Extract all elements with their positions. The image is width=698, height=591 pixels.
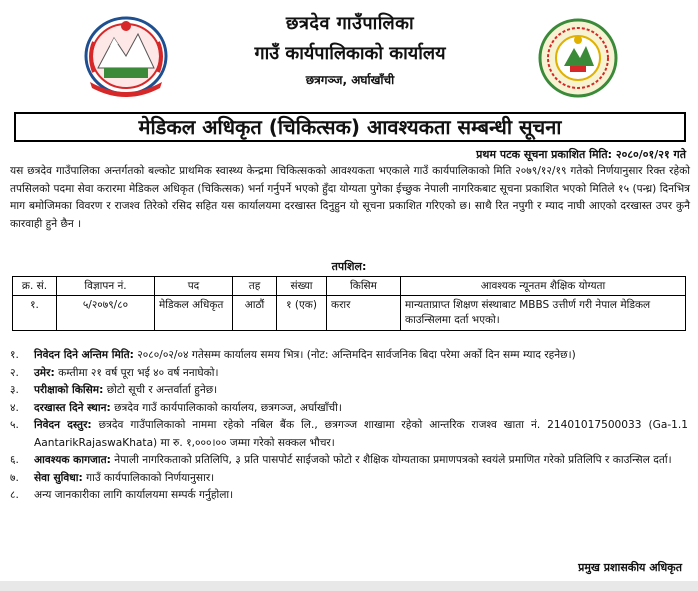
list-item-text: नेपाली नागरिकताको प्रतिलिपि, ३ प्रति पासपोर्ट साईजको फोटो र शैक्षिक योग्यताका प्रमाणपत्रको स्वयंले प्रमाणित गरेको प्रतिलिपि र काउन्सिल दर्ता।: [110, 454, 672, 466]
list-item-number: ४.: [10, 401, 19, 414]
page-bottom-edge: [0, 581, 698, 591]
list-item-text: २०८०/०२/०४ गतेसम्म कार्यालय समय भित्र। (नोट: अन्तिमदिन सार्वजनिक बिदा परेमा अर्को दिन सम्म म्याद रहनेछ।): [133, 349, 576, 361]
list-item: [10, 452, 688, 470]
cell-ad-no: ५/२०७९/८०: [57, 296, 155, 331]
cell-post: मेडिकल अधिकृत: [155, 296, 233, 331]
cell-count: १ (एक): [277, 296, 327, 331]
list-item-number: ७.: [10, 471, 19, 484]
list-item: [10, 417, 688, 452]
list-item-text: कम्तीमा २१ वर्ष पूरा भई ४० वर्ष ननाघेको।: [54, 366, 219, 379]
schedule-heading: तपशिल:: [331, 260, 367, 273]
list-item-label: परीक्षाको किसिम:: [34, 384, 104, 396]
letterhead: [0, 4, 698, 110]
list-item-number: ६.: [10, 454, 19, 466]
signatory-title: प्रमुख प्रशासकीय अधिकृत: [578, 561, 682, 574]
publication-date: प्रथम पटक सूचना प्रकाशित मिति: २०८०/०१/२१ गते: [476, 148, 686, 161]
list-item-text: छत्रदेव गाउँ कार्यपालिकाको कार्यालय, छत्रगञ्ज, अर्घाखाँची।: [110, 401, 342, 414]
list-item: [10, 365, 688, 383]
col-header-post: पद: [155, 277, 233, 296]
list-item-label: निवेदन दस्तुर:: [34, 419, 92, 431]
vacancy-table: [12, 276, 686, 331]
office-address: छत्रगञ्ज, अर्घाखाँची: [305, 73, 395, 87]
list-item-label: आवश्यक कागजात:: [34, 454, 111, 466]
col-header-qualification: आवश्यक न्यूनतम शैक्षिक योग्यता: [401, 277, 686, 296]
list-item-number: १.: [10, 349, 19, 361]
list-item-number: ५.: [10, 419, 19, 431]
list-item: [10, 470, 688, 488]
nepal-emblem-icon: [80, 12, 172, 98]
notice-title: मेडिकल अधिकृत (चिकित्सक) आवश्यकता सम्बन्धी सूचना: [14, 112, 686, 142]
cell-type: करार: [327, 296, 401, 331]
organization-block: [180, 12, 520, 88]
list-item-text: अन्य जानकारीका लागि कार्यालयमा सम्पर्क गर्नुहोला।: [34, 489, 234, 501]
org-name: छत्रदेव गाउँपालिका: [285, 13, 415, 34]
list-item-text: छत्रदेव गाउँपालिकाको नाममा रहेको नबिल बैंक लि., छत्रगञ्ज शाखामा रहेको आन्तरिक राजश्व खाता नं. 21401017500033 (Ga-1.1 AantarikRajaswaKhata) मा रु. १,०००।०० जम्मा गरेको सक्कल भौचर।: [34, 419, 688, 449]
list-item-label: उमेर:: [34, 366, 55, 379]
col-header-ad-no: विज्ञापन नं.: [57, 277, 155, 296]
col-header-type: किसिम: [327, 277, 401, 296]
cell-sn: १.: [13, 296, 57, 331]
intro-paragraph: यस छत्रदेव गाउँपालिका अन्तर्गतको बल्कोट प्राथमिक स्वास्थ्य केन्द्रमा चिकित्सकको आवश्यकता भएकाले गाउँ कार्यपालिकाको मिति २०७९/१२/१९ गतेको निर्णयानुसार रिक्त रहेको तपसिलको पदमा सेवा करारमा मेडिकल अधिकृत (चिकित्सक) भर्ना गर्नुपर्ने भएको हुँदा योग्यता पुगेका ईच्छुक नेपाली नागरिकबाट सूचना प्रकाशित भएको मितिले १५ (पन्ध्र) दिनभित्र माग बमोजिमका विवरण र राजश्व तिरेको रसिद सहित यस कार्यालयमा दरखास्त दिनुहुन यो सूचना प्रकाशित गरिएको छ। साथै रित नपुगी र म्याद नाघी आएको दरखास्त उपर कुनै कारवाही हुने छैन ।: [10, 165, 690, 230]
office-name: गाउँ कार्यपालिकाको कार्यालय: [254, 43, 446, 64]
list-item-label: निवेदन दिने अन्तिम मिति:: [34, 349, 134, 361]
municipality-seal-icon: [538, 18, 618, 98]
list-item-text: छोटो सूची र अन्तर्वार्ता हुनेछ।: [103, 384, 218, 396]
list-item: [10, 382, 688, 400]
col-header-count: संख्या: [277, 277, 327, 296]
list-item-label: दरखास्त दिने स्थान:: [34, 401, 111, 414]
list-item-number: ८.: [10, 489, 19, 501]
col-header-sn: क्र. सं.: [13, 277, 57, 296]
list-item-number: ३.: [10, 384, 19, 396]
cell-qualification: मान्यताप्राप्त शिक्षण संस्थाबाट MBBS उत्तीर्ण गरी नेपाल मेडिकल काउन्सिलमा दर्ता भएको।: [401, 296, 686, 331]
list-item: [10, 400, 688, 418]
list-item-number: २.: [10, 366, 19, 379]
list-item-label: सेवा सुविधा:: [34, 471, 83, 484]
cell-level: आठौं: [233, 296, 277, 331]
list-item-text: गाउँ कार्यपालिकाको निर्णयानुसार।: [82, 471, 215, 484]
table-row: [13, 296, 686, 331]
list-item: [10, 487, 688, 505]
conditions-list: [10, 347, 688, 505]
table-header-row: [13, 277, 686, 296]
list-item: [10, 347, 688, 365]
col-header-level: तह: [233, 277, 277, 296]
